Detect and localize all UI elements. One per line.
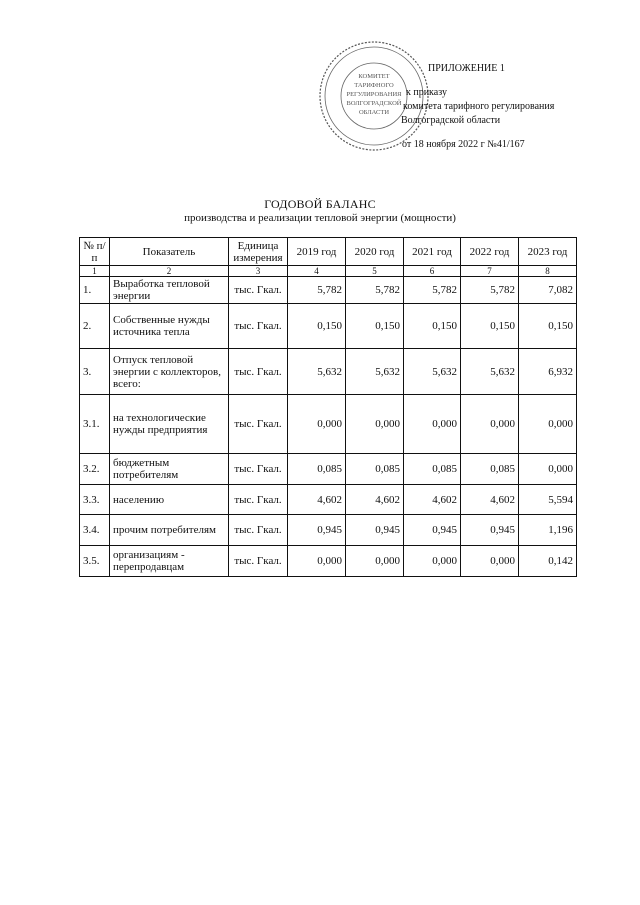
- unit-cell: тыс. Гкал.: [229, 546, 288, 577]
- svg-text:ОБЛАСТИ: ОБЛАСТИ: [358, 109, 390, 116]
- header-cell: 2023 год: [519, 238, 577, 266]
- stamp-text: [346, 73, 402, 116]
- column-number: 3: [229, 266, 288, 277]
- unit-cell: тыс. Гкал.: [229, 515, 288, 546]
- column-number: 4: [288, 266, 346, 277]
- value-2022: 0,945: [461, 515, 519, 546]
- value-2022: 0,000: [461, 395, 519, 454]
- value-2022: 0,000: [461, 546, 519, 577]
- row-number: 3.5.: [80, 546, 110, 577]
- table-row: [80, 395, 577, 454]
- unit-cell: тыс. Гкал.: [229, 349, 288, 395]
- value-2022: 5,782: [461, 277, 519, 304]
- value-2023: 1,196: [519, 515, 577, 546]
- appendix-header: [398, 62, 554, 152]
- balance-table: [79, 237, 577, 577]
- column-number-row: [80, 266, 577, 277]
- row-number: 3.: [80, 349, 110, 395]
- value-2023: 0,000: [519, 395, 577, 454]
- value-2020: 0,150: [346, 304, 404, 349]
- value-2021: 0,150: [404, 304, 461, 349]
- value-2020: 5,632: [346, 349, 404, 395]
- value-2023: 6,932: [519, 349, 577, 395]
- value-2021: 4,602: [404, 485, 461, 515]
- table-header-row: [80, 238, 577, 266]
- value-2019: 0,000: [288, 546, 346, 577]
- row-number: 3.4.: [80, 515, 110, 546]
- value-2023: 7,082: [519, 277, 577, 304]
- table-row: [80, 277, 577, 304]
- document-subtitle: производства и реализации тепловой энергии (мощности): [184, 212, 456, 224]
- indicator-name: Выработка тепловой энергии: [110, 277, 229, 304]
- indicator-name: прочим потребителям: [110, 515, 229, 546]
- document-title: ГОДОВОЙ БАЛАНС: [264, 197, 376, 211]
- row-number: 3.3.: [80, 485, 110, 515]
- value-2021: 0,085: [404, 454, 461, 485]
- indicator-name: Собственные нужды источника тепла: [110, 304, 229, 349]
- order-date-number: от 18 ноября 2022 г №41/167: [402, 139, 525, 150]
- table-row: [80, 349, 577, 395]
- table-row: [80, 485, 577, 515]
- column-number: 8: [519, 266, 577, 277]
- table-row: [80, 546, 577, 577]
- value-2021: 0,000: [404, 395, 461, 454]
- value-2022: 5,632: [461, 349, 519, 395]
- committee-name: комитета тарифного регулирования: [403, 101, 555, 112]
- value-2019: 0,945: [288, 515, 346, 546]
- unit-cell: тыс. Гкал.: [229, 304, 288, 349]
- unit-cell: тыс. Гкал.: [229, 454, 288, 485]
- value-2022: 0,085: [461, 454, 519, 485]
- table-row: [80, 454, 577, 485]
- value-2022: 0,150: [461, 304, 519, 349]
- indicator-name: на технологические нужды предприятия: [110, 395, 229, 454]
- header-cell: 2019 год: [288, 238, 346, 266]
- value-2020: 0,000: [346, 546, 404, 577]
- value-2023: 0,142: [519, 546, 577, 577]
- value-2019: 5,782: [288, 277, 346, 304]
- column-number: 1: [80, 266, 110, 277]
- indicator-name: Отпуск тепловой энергии с коллекторов, всего:: [110, 349, 229, 395]
- header-cell: Единица измерения: [229, 238, 288, 266]
- row-number: 3.1.: [80, 395, 110, 454]
- header-cell: Показатель: [110, 238, 229, 266]
- svg-text:КОМИТЕТ: КОМИТЕТ: [358, 73, 390, 80]
- value-2019: 0,150: [288, 304, 346, 349]
- svg-text:ТАРИФНОГО: ТАРИФНОГО: [354, 82, 394, 89]
- indicator-name: организациям - перепродавцам: [110, 546, 229, 577]
- value-2020: 5,782: [346, 277, 404, 304]
- value-2023: 5,594: [519, 485, 577, 515]
- header-cell: 2020 год: [346, 238, 404, 266]
- value-2020: 0,085: [346, 454, 404, 485]
- table-row: [80, 515, 577, 546]
- row-number: 2.: [80, 304, 110, 349]
- header-cell: № п/п: [80, 238, 110, 266]
- unit-cell: тыс. Гкал.: [229, 277, 288, 304]
- indicator-name: населению: [110, 485, 229, 515]
- value-2019: 4,602: [288, 485, 346, 515]
- header-cell: 2022 год: [461, 238, 519, 266]
- column-number: 5: [346, 266, 404, 277]
- header-cell: 2021 год: [404, 238, 461, 266]
- indicator-name: бюджетным потребителям: [110, 454, 229, 485]
- row-number: 1.: [80, 277, 110, 304]
- value-2022: 4,602: [461, 485, 519, 515]
- value-2023: 0,000: [519, 454, 577, 485]
- column-number: 2: [110, 266, 229, 277]
- value-2021: 5,782: [404, 277, 461, 304]
- column-number: 7: [461, 266, 519, 277]
- value-2019: 0,085: [288, 454, 346, 485]
- value-2019: 0,000: [288, 395, 346, 454]
- order-reference: к приказу: [406, 87, 447, 98]
- value-2020: 0,945: [346, 515, 404, 546]
- value-2023: 0,150: [519, 304, 577, 349]
- value-2021: 0,945: [404, 515, 461, 546]
- value-2019: 5,632: [288, 349, 346, 395]
- value-2021: 5,632: [404, 349, 461, 395]
- region-name: Волгоградской области: [401, 115, 501, 126]
- unit-cell: тыс. Гкал.: [229, 395, 288, 454]
- value-2020: 4,602: [346, 485, 404, 515]
- unit-cell: тыс. Гкал.: [229, 485, 288, 515]
- svg-text:ВОЛГОГРАДСКОЙ: ВОЛГОГРАДСКОЙ: [346, 100, 402, 107]
- table-row: [80, 304, 577, 349]
- svg-text:РЕГУЛИРОВАНИЯ: РЕГУЛИРОВАНИЯ: [346, 91, 402, 98]
- appendix-label: ПРИЛОЖЕНИЕ 1: [428, 63, 505, 74]
- row-number: 3.2.: [80, 454, 110, 485]
- value-2021: 0,000: [404, 546, 461, 577]
- value-2020: 0,000: [346, 395, 404, 454]
- column-number: 6: [404, 266, 461, 277]
